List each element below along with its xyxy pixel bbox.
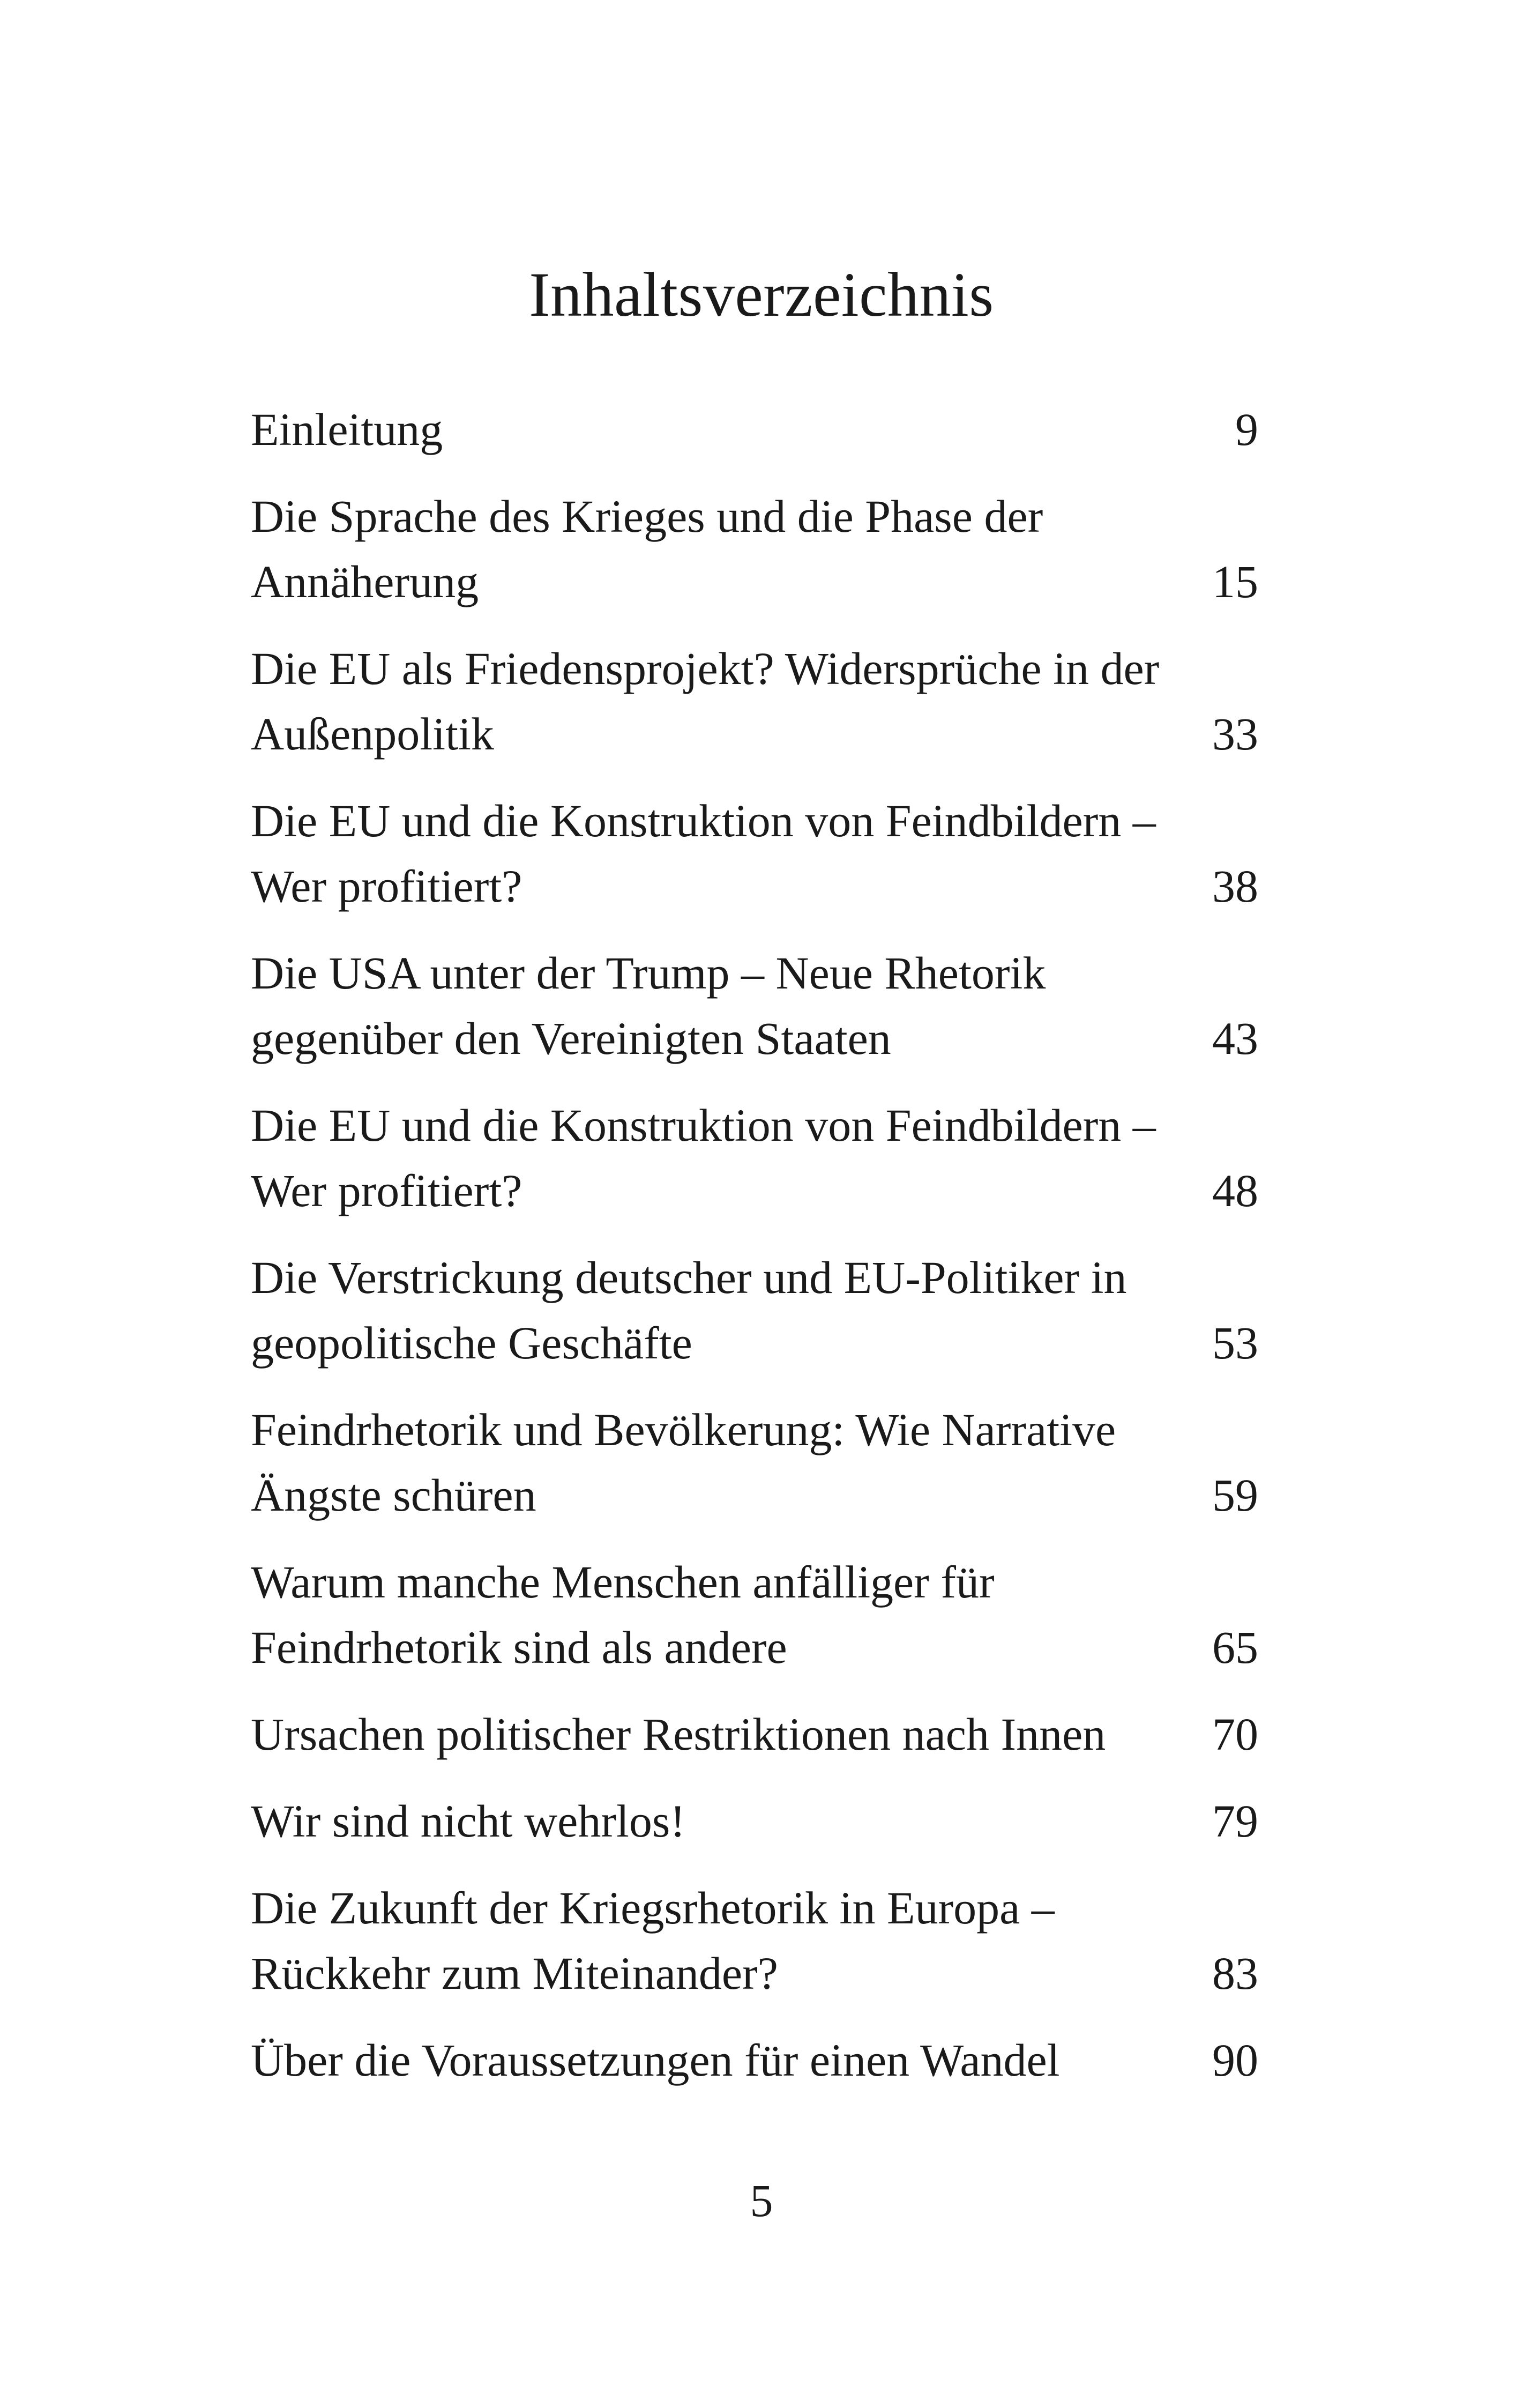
toc-entry-title-line: Feindrhetorik und Bevölkerung: Wie Narrative <box>251 1404 1116 1455</box>
toc-entry-page: 90 <box>1212 2034 1258 2086</box>
toc-entry-title-line: Wir sind nicht wehrlos! <box>251 1795 685 1847</box>
toc-entry <box>251 1549 1258 1680</box>
toc-entry-title <box>251 484 1212 614</box>
toc-entry <box>251 1875 1258 2006</box>
toc-entry-title <box>251 636 1212 767</box>
toc-entry <box>251 1397 1258 1528</box>
toc-entry-page: 59 <box>1212 1469 1258 1521</box>
toc-entry-title-line: Einleitung <box>251 404 443 455</box>
toc-entry-page: 65 <box>1212 1622 1258 1673</box>
toc-entry-page: 53 <box>1212 1317 1258 1369</box>
toc-entry <box>251 397 1258 462</box>
toc-entry-title <box>251 1788 1212 1854</box>
toc-entry <box>251 1701 1258 1767</box>
toc-entry-page: 43 <box>1212 1013 1258 1064</box>
toc-entry-title <box>251 1701 1212 1767</box>
toc-entry-title-line: Wer profitiert? <box>251 860 522 912</box>
toc-entry-page: 83 <box>1212 1948 1258 1999</box>
toc-entry-title-line: gegenüber den Vereinigten Staaten <box>251 1013 891 1064</box>
toc-entry-title-line: Die Zukunft der Kriegsrhetorik in Europa – <box>251 1882 1055 1934</box>
toc-entry-page: 9 <box>1235 404 1258 455</box>
toc-entry-title-line: Ängste schüren <box>251 1469 536 1521</box>
toc-entry-title <box>251 788 1212 919</box>
toc-entry-title <box>251 940 1212 1071</box>
toc-entry-title-line: Die EU und die Konstruktion von Feindbildern – <box>251 1099 1156 1151</box>
toc-entry-title <box>251 1092 1212 1223</box>
toc-entry-title <box>251 1875 1212 2006</box>
toc-entry-title-line: Die EU und die Konstruktion von Feindbildern – <box>251 795 1156 846</box>
toc-entry-title-line: Annäherung <box>251 556 479 607</box>
toc-entry-page: 15 <box>1212 556 1258 607</box>
toc-entry <box>251 788 1258 919</box>
toc-entry-title-line: Feindrhetorik sind als andere <box>251 1622 787 1673</box>
toc-entry-title-line: Warum manche Menschen anfälliger für <box>251 1556 995 1608</box>
toc-entry <box>251 484 1258 614</box>
toc-entry-title-line: Rückkehr zum Miteinander? <box>251 1948 778 1999</box>
toc-entry <box>251 1788 1258 1854</box>
toc-entry-title-line: Die Verstrickung deutscher und EU-Politiker in <box>251 1252 1127 1303</box>
toc-entry-title-line: Ursachen politischer Restriktionen nach Innen <box>251 1708 1106 1760</box>
page-number: 5 <box>750 2175 773 2226</box>
toc-entry-title-line: Außenpolitik <box>251 708 494 760</box>
toc-entry-title-line: Die EU als Friedensprojekt? Widersprüche in der <box>251 643 1160 694</box>
toc-entry-title-line: Wer profitiert? <box>251 1165 522 1216</box>
page-title: Inhaltsverzeichnis <box>529 259 994 330</box>
toc-entry <box>251 636 1258 767</box>
toc-entry-page: 38 <box>1212 860 1258 912</box>
toc-entry <box>251 1245 1258 1376</box>
toc-entry-title <box>251 1245 1212 1376</box>
toc-entry <box>251 2027 1258 2093</box>
table-of-contents <box>251 397 1258 2114</box>
toc-entry-page: 48 <box>1212 1165 1258 1216</box>
toc-entry-title-line: Die Sprache des Krieges und die Phase der <box>251 490 1043 542</box>
toc-entry <box>251 1092 1258 1223</box>
toc-entry-title <box>251 2027 1212 2093</box>
toc-entry <box>251 940 1258 1071</box>
toc-entry-title <box>251 1549 1212 1680</box>
toc-entry-title-line: Über die Voraussetzungen für einen Wandel <box>251 2034 1060 2086</box>
toc-entry-title-line: Die USA unter der Trump – Neue Rhetorik <box>251 947 1046 999</box>
toc-entry-title <box>251 397 1235 462</box>
toc-entry-title-line: geopolitische Geschäfte <box>251 1317 692 1369</box>
toc-entry-title <box>251 1397 1212 1528</box>
toc-entry-page: 70 <box>1212 1708 1258 1760</box>
toc-entry-page: 33 <box>1212 708 1258 760</box>
toc-entry-page: 79 <box>1212 1795 1258 1847</box>
